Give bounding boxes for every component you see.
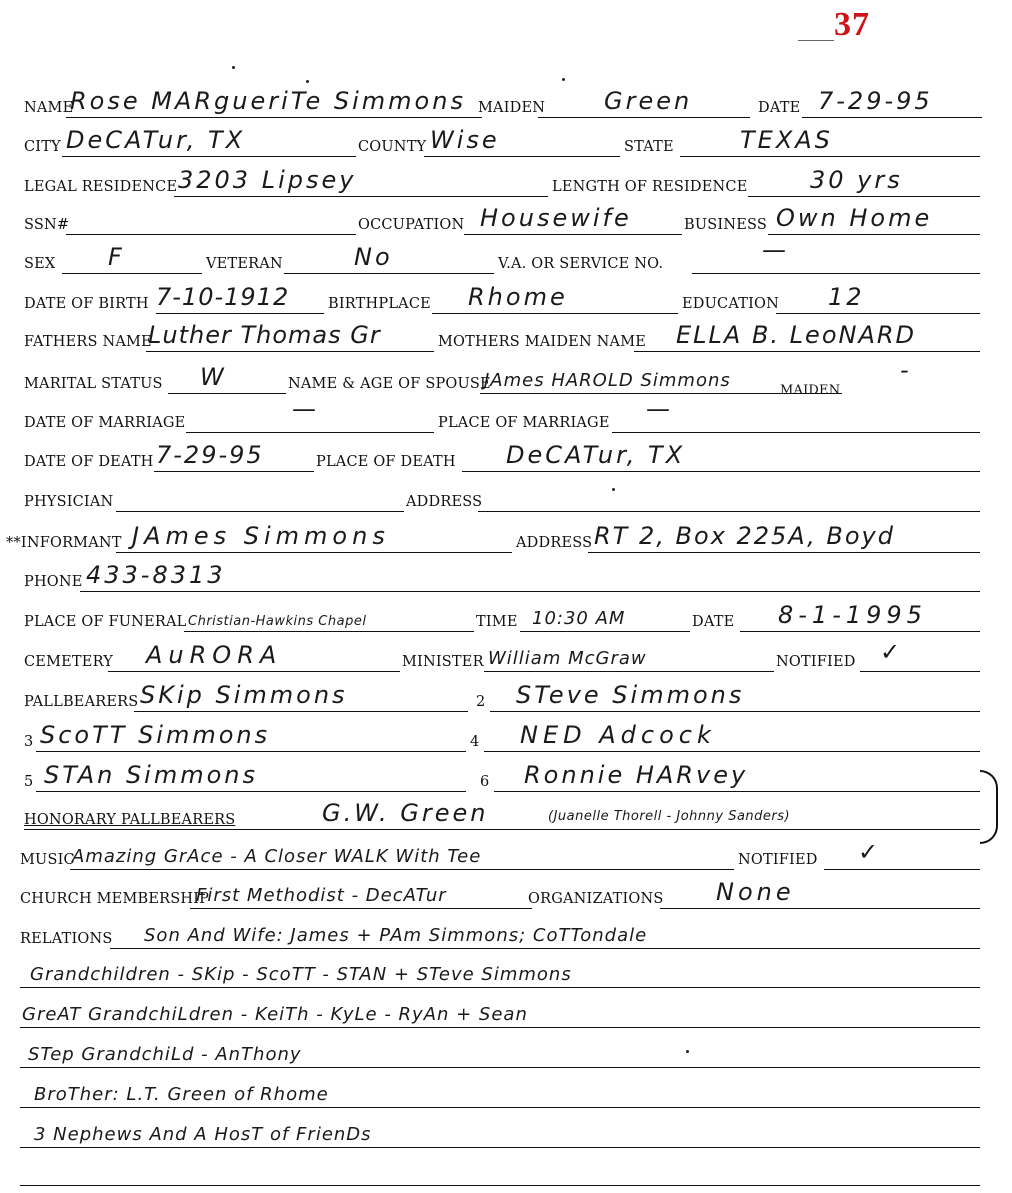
informant-value[interactable]: JAmes Simmons — [132, 522, 390, 550]
relations-line-2 — [20, 1027, 980, 1028]
date-label: DATE — [758, 100, 801, 116]
business-line — [768, 234, 980, 235]
name-line — [66, 117, 482, 118]
education-value[interactable]: 12 — [828, 283, 865, 311]
va-service-line — [692, 273, 980, 274]
music-line — [70, 869, 734, 870]
mothers-maiden-name-line — [634, 351, 980, 352]
fathers-name-value[interactable]: Luther Thomas Gr — [148, 321, 381, 349]
page-number-underline — [798, 40, 834, 41]
church-membership-label: CHURCH MEMBERSHIP — [20, 891, 210, 907]
date-of-death-value[interactable]: 7-29-95 — [156, 441, 264, 469]
place-of-marriage-value[interactable]: — — [646, 395, 673, 423]
place-of-marriage-label: PLACE OF MARRIAGE — [438, 415, 610, 431]
va-service-label: V.A. OR SERVICE NO. — [498, 256, 664, 272]
pallbearer-5-value[interactable]: STAn Simmons — [44, 761, 259, 789]
pallbearer-3-label: 3 — [24, 734, 34, 750]
ssn-label: SSN# — [24, 217, 70, 233]
city-label: CITY — [24, 139, 61, 155]
row-marriage — [0, 395, 1012, 435]
music-notified-label: NOTIFIED — [738, 852, 818, 868]
church-membership-line — [190, 908, 532, 909]
row-death — [0, 434, 1012, 474]
organizations-line — [660, 908, 980, 909]
county-value[interactable]: Wise — [430, 126, 500, 154]
sex-label: SEX — [24, 256, 56, 272]
pallbearers-label: PALLBEARERS — [24, 694, 139, 710]
row-parents — [0, 314, 1012, 354]
row-city — [0, 119, 1012, 159]
row-music — [0, 832, 1012, 872]
funeral-date-label: DATE — [692, 614, 735, 630]
relations-value[interactable]: Son And Wife: James + PAm Simmons; CoTTondale — [144, 925, 648, 946]
scan-speck — [306, 80, 309, 83]
spouse-maiden-value[interactable]: - — [900, 356, 912, 384]
music-notified-check[interactable]: ✓ — [858, 838, 882, 866]
dob-label: DATE OF BIRTH — [24, 296, 149, 312]
row-pallbearers-3 — [0, 754, 1012, 794]
row-sex — [0, 236, 1012, 276]
pallbearer-2-line — [490, 711, 980, 712]
mothers-maiden-name-label: MOTHERS MAIDEN NAME — [438, 334, 647, 350]
date-line — [802, 117, 982, 118]
occupation-value[interactable]: Housewife — [480, 204, 632, 232]
ssn-line — [66, 234, 356, 235]
informant-address-value[interactable]: RT 2, Box 225A, Boyd — [594, 522, 895, 550]
city-line — [62, 156, 356, 157]
row-name — [0, 80, 1012, 120]
relations-line-row — [0, 990, 1012, 1030]
length-of-residence-value[interactable]: 30 yrs — [810, 166, 903, 194]
date-value[interactable]: 7-29-95 — [818, 87, 933, 115]
row-residence — [0, 159, 1012, 199]
legal-residence-label: LEGAL RESIDENCE — [24, 179, 178, 195]
relations-line-row — [0, 1030, 1012, 1070]
phone-value[interactable]: 433-8313 — [86, 561, 226, 589]
row-birth — [0, 276, 1012, 316]
relations-line-row — [0, 1110, 1012, 1150]
pallbearer-4-line — [484, 751, 980, 752]
physician-address-line — [478, 511, 980, 512]
minister-line — [484, 671, 774, 672]
pallbearer-6-value[interactable]: Ronnie HARvey — [524, 761, 749, 789]
name-label: NAME — [24, 100, 74, 116]
name-value[interactable]: Rose MARgueriTe Simmons — [70, 87, 466, 115]
minister-value[interactable]: William McGraw — [488, 648, 647, 669]
notified-check[interactable]: ✓ — [880, 638, 904, 666]
funeral-date-value[interactable]: 8-1-1995 — [778, 601, 927, 629]
date-of-marriage-label: DATE OF MARRIAGE — [24, 415, 186, 431]
city-value[interactable]: DeCATur, TX — [66, 126, 246, 154]
marital-status-label: MARITAL STATUS — [24, 376, 163, 392]
veteran-line — [284, 273, 494, 274]
occupation-line — [464, 234, 682, 235]
row-ssn — [0, 197, 1012, 237]
state-value[interactable]: TEXAS — [740, 126, 833, 154]
music-notified-line — [824, 869, 980, 870]
date-of-marriage-line — [186, 432, 434, 433]
page-number: 37 — [834, 6, 870, 43]
relations-line-2-value[interactable]: GreAT GrandchiLdren - KeiTh - KyLe - RyAn + Sean — [22, 1004, 528, 1025]
county-label: COUNTY — [358, 139, 427, 155]
maiden-label: MAIDEN — [478, 100, 546, 116]
date-of-death-label: DATE OF DEATH — [24, 454, 154, 470]
physician-label: PHYSICIAN — [24, 494, 114, 510]
row-informant — [0, 515, 1012, 555]
maiden-line — [538, 117, 750, 118]
birthplace-value[interactable]: Rhome — [468, 283, 568, 311]
minister-label: MINISTER — [402, 654, 484, 670]
relations-label: RELATIONS — [20, 931, 113, 947]
row-pallbearers-2 — [0, 714, 1012, 754]
maiden-value[interactable]: Green — [604, 87, 693, 115]
scan-speck — [612, 488, 615, 491]
informant-address-line — [588, 552, 980, 553]
pallbearer-6-label: 6 — [480, 774, 490, 790]
place-of-funeral-label: PLACE OF FUNERAL — [24, 614, 187, 630]
va-service-value[interactable]: — — [762, 236, 789, 264]
state-label: STATE — [624, 139, 674, 155]
veteran-label: VETERAN — [206, 256, 283, 272]
place-of-funeral-line — [184, 631, 474, 632]
pallbearer-5-label: 5 — [24, 774, 34, 790]
place-of-death-line — [462, 471, 980, 472]
pallbearer-2-label: 2 — [476, 694, 486, 710]
row-honorary — [0, 792, 1012, 832]
physician-address-label: ADDRESS — [406, 494, 483, 510]
pallbearer-1-line — [134, 711, 468, 712]
scan-speck — [686, 1050, 689, 1053]
spouse-maiden-label: MAIDEN — [780, 383, 841, 398]
marital-status-value[interactable]: W — [200, 363, 227, 391]
pallbearer-4-label: 4 — [470, 734, 480, 750]
row-church — [0, 871, 1012, 911]
fathers-name-label: FATHERS NAME — [24, 334, 152, 350]
funeral-time-label: TIME — [476, 614, 518, 630]
relations-line — [110, 948, 980, 949]
row-cemetery — [0, 634, 1012, 674]
date-of-death-line — [154, 471, 314, 472]
row-relations — [0, 911, 1012, 951]
veteran-value[interactable]: No — [354, 243, 393, 271]
scan-speck — [232, 66, 235, 69]
funeral-date-line — [740, 631, 980, 632]
business-label: BUSINESS — [684, 217, 768, 233]
row-pallbearers-1 — [0, 674, 1012, 714]
relations-line-3 — [20, 1067, 980, 1068]
place-of-death-label: PLACE OF DEATH — [316, 454, 456, 470]
funeral-time-value[interactable]: 10:30 AM — [532, 608, 626, 629]
physician-line — [116, 511, 404, 512]
row-marital — [0, 356, 1012, 396]
honorary-pallbearers-label: HONORARY PALLBEARERS — [24, 812, 236, 828]
relations-line-5-value[interactable]: 3 Nephews And A HosT of FrienDs — [34, 1124, 372, 1145]
occupation-label: OCCUPATION — [358, 217, 465, 233]
music-value[interactable]: Amazing GrAce - A Closer WALK With Tee — [72, 846, 482, 867]
pallbearer-3-line — [36, 751, 466, 752]
business-value[interactable]: Own Home — [776, 204, 933, 232]
place-of-marriage-line — [612, 432, 980, 433]
row-physician — [0, 474, 1012, 514]
pallbearer-4-value[interactable]: NED Adcock — [520, 721, 716, 749]
scan-speck — [562, 78, 565, 81]
pallbearer-1-value[interactable]: SKip Simmons — [140, 681, 348, 709]
pallbearer-2-value[interactable]: STeve Simmons — [516, 681, 745, 709]
cemetery-value[interactable]: AuRORA — [146, 641, 283, 669]
honorary-pallbearers-value[interactable]: G.W. Green — [322, 799, 489, 827]
dob-value[interactable]: 7-10-1912 — [156, 283, 290, 311]
spouse-label: NAME & AGE OF SPOUSE — [288, 376, 491, 392]
sex-value[interactable]: F — [108, 243, 125, 271]
marital-status-line — [168, 393, 286, 394]
informant-address-label: ADDRESS — [516, 535, 593, 551]
mothers-maiden-name-value[interactable]: ELLA B. LeoNARD — [676, 321, 917, 349]
relations-line-4 — [20, 1107, 980, 1108]
row-funeral — [0, 594, 1012, 634]
phone-line — [80, 591, 980, 592]
length-of-residence-label: LENGTH OF RESIDENCE — [552, 179, 748, 195]
relations-line-1 — [20, 987, 980, 988]
honorary-line — [24, 829, 980, 830]
state-line — [680, 156, 980, 157]
church-membership-value[interactable]: First Methodist - DecATur — [196, 885, 447, 906]
relations-line-row — [0, 1070, 1012, 1110]
relations-line-4-value[interactable]: BroTher: L.T. Green of Rhome — [34, 1084, 329, 1105]
music-label: MUSIC — [20, 852, 75, 868]
organizations-value[interactable]: None — [716, 878, 795, 906]
funeral-time-line — [520, 631, 690, 632]
date-of-marriage-value[interactable]: — — [292, 395, 319, 423]
relations-line-3-value[interactable]: STep GrandchiLd - AnThony — [28, 1044, 302, 1065]
fathers-name-line — [146, 351, 434, 352]
relations-line-6 — [20, 1185, 980, 1186]
honorary-note-value[interactable]: (Juanelle Thorell - Johnny Sanders) — [548, 809, 791, 824]
county-line — [424, 156, 620, 157]
pallbearer-3-value[interactable]: ScoTT Simmons — [40, 721, 271, 749]
sex-line — [62, 273, 202, 274]
cemetery-line — [108, 671, 400, 672]
relations-line-row — [0, 950, 1012, 990]
education-label: EDUCATION — [682, 296, 779, 312]
cemetery-label: CEMETERY — [24, 654, 114, 670]
informant-label: **INFORMANT — [6, 535, 122, 551]
row-phone — [0, 554, 1012, 594]
birthplace-label: BIRTHPLACE — [328, 296, 431, 312]
notified-line — [860, 671, 980, 672]
place-of-death-value[interactable]: DeCATur, TX — [506, 441, 686, 469]
phone-label: PHONE — [24, 574, 83, 590]
spouse-value[interactable]: JAmes HAROLD Simmons — [484, 370, 731, 391]
organizations-label: ORGANIZATIONS — [528, 891, 664, 907]
relations-line-1-value[interactable]: Grandchildren - SKip - ScoTT - STAN + STeve Simmons — [30, 964, 572, 985]
informant-line — [116, 552, 512, 553]
place-of-funeral-value[interactable]: Christian-Hawkins Chapel — [188, 614, 367, 629]
notified-label: NOTIFIED — [776, 654, 856, 670]
legal-residence-value[interactable]: 3203 Lipsey — [178, 166, 357, 194]
relations-line-row — [0, 1148, 1012, 1188]
